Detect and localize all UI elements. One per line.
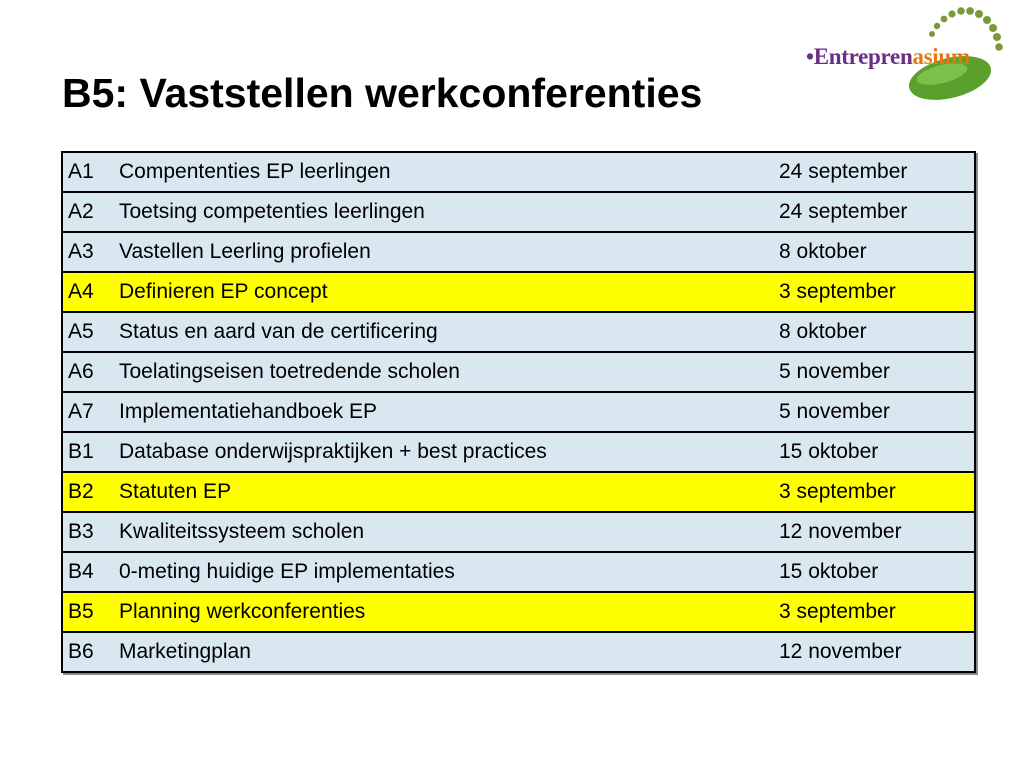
table-row <box>62 272 975 312</box>
row-date: 15 oktober <box>774 552 975 592</box>
planning-table <box>61 151 976 673</box>
row-code: A3 <box>62 232 114 272</box>
row-date: 24 september <box>774 192 975 232</box>
row-code: B4 <box>62 552 114 592</box>
row-description: Planning werkconferenties <box>114 592 774 632</box>
row-code: A5 <box>62 312 114 352</box>
row-description: Marketingplan <box>114 632 774 672</box>
logo-wordmark <box>806 44 970 70</box>
row-code: B5 <box>62 592 114 632</box>
row-description: Vastellen Leerling profielen <box>114 232 774 272</box>
row-description: Toetsing competenties leerlingen <box>114 192 774 232</box>
table-row <box>62 152 975 192</box>
row-description: Status en aard van de certificering <box>114 312 774 352</box>
row-code: B2 <box>62 472 114 512</box>
row-description: 0-meting huidige EP implementaties <box>114 552 774 592</box>
row-date: 12 november <box>774 632 975 672</box>
row-date: 5 november <box>774 392 975 432</box>
row-code: A7 <box>62 392 114 432</box>
table-row <box>62 552 975 592</box>
table-row <box>62 352 975 392</box>
row-date: 24 september <box>774 152 975 192</box>
table-row <box>62 312 975 352</box>
row-date: 3 september <box>774 592 975 632</box>
row-description: Kwaliteitssysteem scholen <box>114 512 774 552</box>
row-code: B6 <box>62 632 114 672</box>
row-code: A2 <box>62 192 114 232</box>
table-row <box>62 632 975 672</box>
row-description: Implementatiehandboek EP <box>114 392 774 432</box>
slide-title: B5: Vaststellen werkconferenties <box>62 70 703 116</box>
row-description: Statuten EP <box>114 472 774 512</box>
row-code: A4 <box>62 272 114 312</box>
row-code: B3 <box>62 512 114 552</box>
row-date: 5 november <box>774 352 975 392</box>
table-row <box>62 232 975 272</box>
table-row <box>62 472 975 512</box>
row-description: Compententies EP leerlingen <box>114 152 774 192</box>
row-description: Toelatingseisen toetredende scholen <box>114 352 774 392</box>
row-date: 12 november <box>774 512 975 552</box>
row-date: 3 september <box>774 472 975 512</box>
table-row <box>62 432 975 472</box>
row-description: Definieren EP concept <box>114 272 774 312</box>
table-row <box>62 392 975 432</box>
logo-wordmark-suffix: asium <box>912 44 970 69</box>
row-date: 8 oktober <box>774 232 975 272</box>
row-date: 15 oktober <box>774 432 975 472</box>
planning-table-body <box>62 152 975 672</box>
row-code: A6 <box>62 352 114 392</box>
row-date: 3 september <box>774 272 975 312</box>
logo-wordmark-prefix: •Entrepren <box>806 44 913 69</box>
table-row <box>62 192 975 232</box>
row-code: B1 <box>62 432 114 472</box>
row-description: Database onderwijspraktijken + best practices <box>114 432 774 472</box>
table-row <box>62 592 975 632</box>
table-row <box>62 512 975 552</box>
row-date: 8 oktober <box>774 312 975 352</box>
row-code: A1 <box>62 152 114 192</box>
